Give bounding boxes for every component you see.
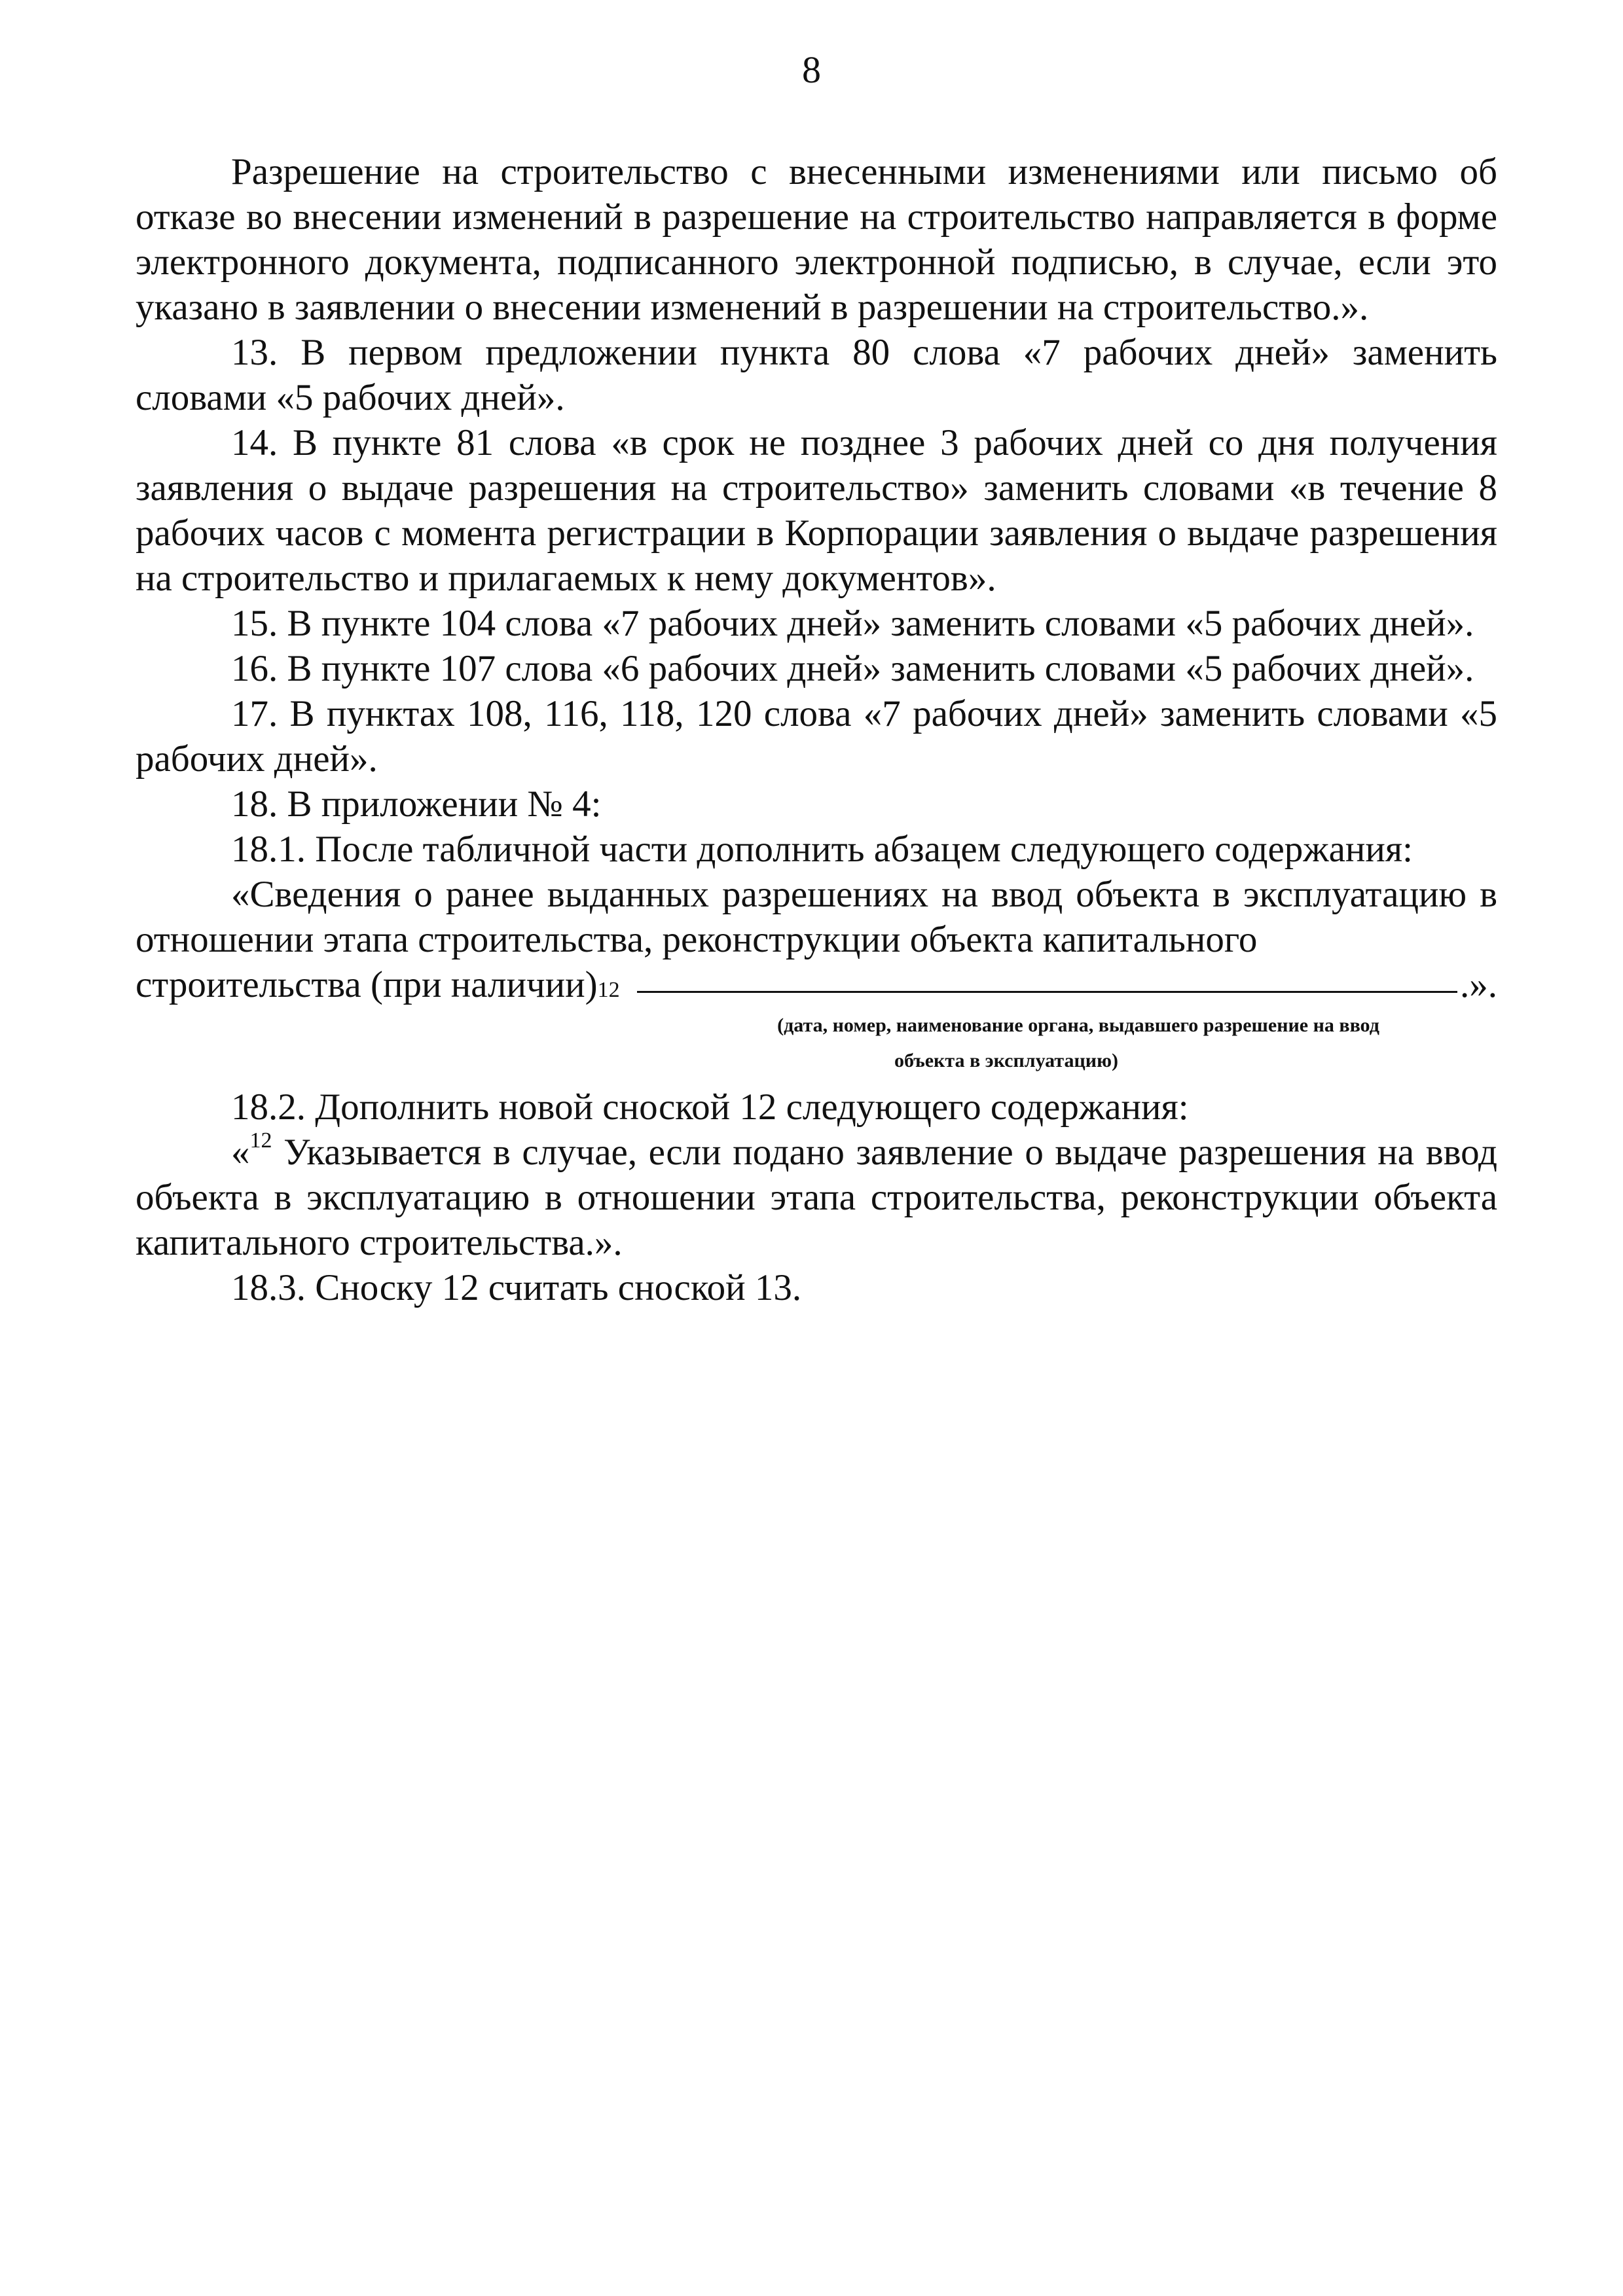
footnote-number: 12 xyxy=(249,1128,272,1153)
quote-paragraph: «Сведения о ранее выданных разрешениях на ввод объекта в эксплуатацию в отношении этапа строительства, реконструкции объекта капитального xyxy=(136,874,1497,960)
quote-field-row: строительства (при наличии) 12 .». xyxy=(136,962,1497,1007)
paragraph-item-17: 17. В пунктах 108, 116, 118, 120 слова «7 рабочих дней» заменить словами «5 рабочих дней». xyxy=(136,693,1497,780)
blank-caption-line-1: (дата, номер, наименование органа, выдавшего разрешение на ввод xyxy=(777,1014,1379,1036)
document-body xyxy=(136,149,1497,1310)
blank-fill-line xyxy=(637,991,1457,993)
paragraph-item-13: 13. В первом предложении пункта 80 слова «7 рабочих дней» заменить словами «5 рабочих дней». xyxy=(136,332,1497,418)
quote-end-text: .». xyxy=(1460,964,1497,1005)
blank-caption-line-2: объекта в эксплуатацию) xyxy=(894,1050,1118,1071)
paragraph-item-16: 16. В пункте 107 слова «6 рабочих дней» заменить словами «5 рабочих дней». xyxy=(231,648,1474,689)
paragraph-permit-delivery: Разрешение на строительство с внесенными изменениями или письмо об отказе во внесении изменений в разрешение на строительство направляется в форме электронного документа, подписанного электронной подписью, в случае, если это указано в заявлении о внесении изменений в разрешении на строительство.». xyxy=(136,151,1497,328)
paragraph-item-14: 14. В пункте 81 слова «в срок не позднее 3 рабочих дней со дня получения заявления о выдаче разрешения на строительство» заменить словами «в течение 8 рабочих часов с момента регистрации в Корпорации заявления о выдаче разрешения на строительство и прилагаемых к нему документов». xyxy=(136,422,1497,599)
paragraph-item-18-1: 18.1. После табличной части дополнить абзацем следующего содержания: xyxy=(231,829,1413,870)
paragraph-item-18: 18. В приложении № 4: xyxy=(231,783,602,825)
paragraph-item-18-3: 18.3. Сноску 12 считать сноской 13. xyxy=(231,1267,802,1308)
footnote-open-quote: « xyxy=(231,1132,250,1173)
footnote-text: Указывается в случае, если подано заявление о выдаче разрешения на ввод объекта в эксплуатацию в отношении этапа строительства, реконструкции объекта капитального строительства.». xyxy=(136,1132,1497,1263)
paragraph-item-18-2: 18.2. Дополнить новой сноской 12 следующего содержания: xyxy=(231,1086,1189,1128)
footnote-paragraph xyxy=(136,1130,1497,1265)
quote-tail-text: строительства (при наличии) xyxy=(136,964,598,1005)
paragraph-item-15: 15. В пункте 104 слова «7 рабочих дней» заменить словами «5 рабочих дней». xyxy=(231,603,1474,644)
page-number: 8 xyxy=(802,48,821,91)
